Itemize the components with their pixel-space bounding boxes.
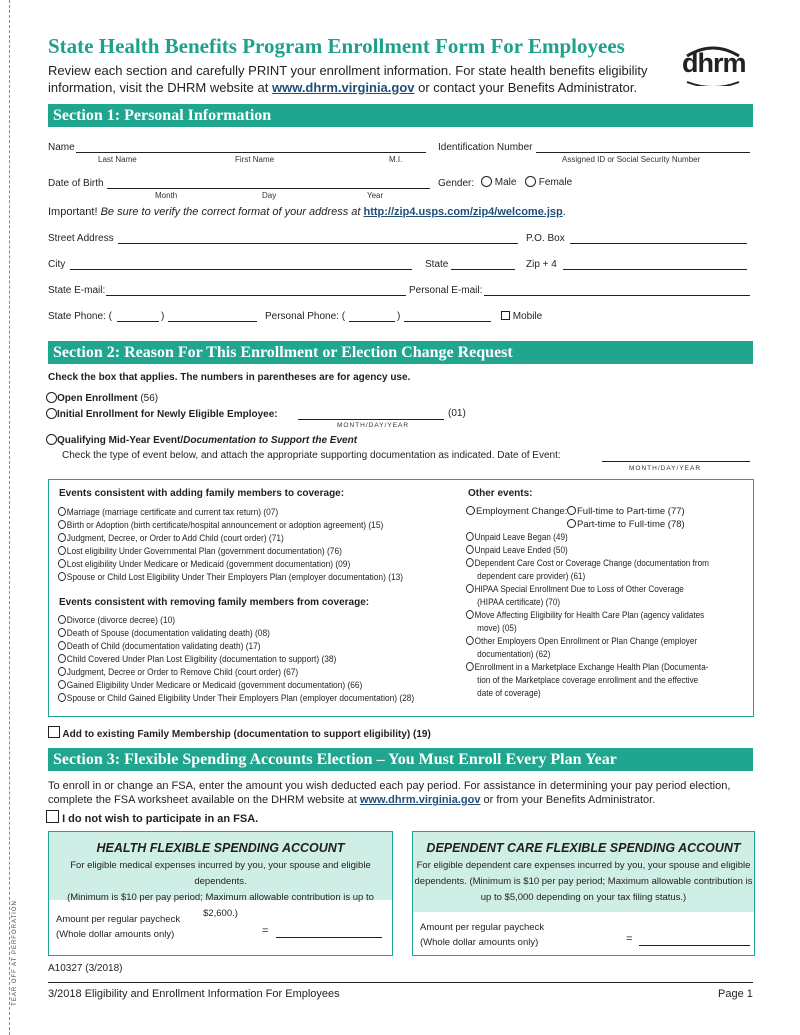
- ft-to-pt-radio[interactable]: [567, 506, 576, 515]
- name-label: Name: [48, 142, 75, 153]
- removing-event-1[interactable]: Death of Spouse (documentation validating death) (08): [58, 627, 270, 640]
- personal-phone-area[interactable]: [349, 321, 395, 322]
- pt-to-ft[interactable]: Part-time to Full-time (78): [567, 518, 685, 531]
- perforation-line: [9, 0, 10, 1035]
- state-input[interactable]: [451, 269, 515, 270]
- other-event-radio[interactable]: [466, 662, 474, 671]
- dependent-amount-input[interactable]: [639, 945, 750, 946]
- gender-label: Gender:: [438, 178, 475, 189]
- open-enrollment-option[interactable]: Open Enrollment (56): [46, 392, 158, 404]
- other-event-10[interactable]: Enrollment in a Marketplace Exchange Health Plan (Documenta-: [466, 661, 708, 674]
- no-fsa-option[interactable]: I do not wish to participate in an FSA.: [46, 810, 258, 825]
- day-hint: Day: [262, 191, 277, 200]
- initial-date-hint: MONTH/DAY/YEAR: [337, 422, 410, 429]
- pobox-input[interactable]: [570, 243, 747, 244]
- removing-event-0[interactable]: Divorce (divorce decree) (10): [58, 614, 175, 627]
- form-number: A10327 (3/2018): [48, 963, 123, 974]
- last-name-hint: Last Name: [98, 155, 137, 164]
- adding-event-3[interactable]: Lost eligibility Under Governmental Plan (government documentation) (76): [58, 545, 342, 558]
- zip-input[interactable]: [563, 269, 747, 270]
- year-hint: Year: [367, 191, 384, 200]
- health-fsa-box: HEALTH FLEXIBLE SPENDING ACCOUNT For eligible medical expenses incurred by you, your spouse and eligible dependents. (Minimum is $10 per pay period; Maximum allowable contribution is up to $2,600.) Amount per regular paycheck (Whole dollar amounts only) =: [48, 831, 393, 956]
- other-event-6[interactable]: Move Affecting Eligibility for Health Care Plan (agency validates: [466, 609, 704, 622]
- section1-bar: Section 1: Personal Information: [48, 104, 753, 127]
- page-number: Page 1: [718, 988, 753, 1000]
- other-event-9: documentation) (62): [477, 649, 551, 660]
- id-input[interactable]: [536, 152, 750, 153]
- street-input[interactable]: [118, 243, 518, 244]
- personal-email-label: Personal E-mail:: [409, 285, 483, 296]
- adding-event-radio[interactable]: [58, 546, 66, 555]
- dob-label: Date of Birth: [48, 178, 104, 189]
- section3-bar: Section 3: Flexible Spending Accounts Election – You Must Enroll Every Plan Year: [48, 748, 753, 771]
- qme-instruction: Check the type of event below, and attach the appropriate supporting documentation as indicated. Date of Event:: [62, 450, 561, 461]
- add-existing-option[interactable]: Add to existing Family Membership (documentation to support eligibility) (19): [48, 726, 431, 740]
- health-amount-label: Amount per regular paycheck (Whole dollar amounts only): [56, 914, 181, 940]
- pt-to-ft-radio[interactable]: [567, 519, 576, 528]
- adding-event-5[interactable]: Spouse or Child Lost Eligibility Under Their Employers Plan (employer documentation) (13): [58, 571, 403, 584]
- removing-event-3[interactable]: Child Covered Under Plan Lost Eligibility (documentation to support) (38): [58, 653, 336, 666]
- other-event-radio[interactable]: [466, 610, 474, 619]
- qme-option[interactable]: Qualifying Mid-Year Event/Documentation to Support the Event: [46, 434, 357, 446]
- section3-intro: To enroll in or change an FSA, enter the amount you wish deducted each pay period. For assistance in determining your pay period election, complete the FSA worksheet available on the DHRM website at www.dhrm.virginia.gov or from your Benefits Administrator.: [48, 780, 731, 806]
- other-event-12: date of coverage): [477, 688, 541, 699]
- footer-divider: [48, 982, 753, 983]
- add-existing-checkbox[interactable]: [48, 726, 60, 738]
- health-amount-input[interactable]: [276, 937, 382, 938]
- other-event-8[interactable]: Other Employers Open Enrollment or Plan Change (employer: [466, 635, 697, 648]
- other-event-11: tion of the Marketplace coverage enrollment and the effective: [477, 675, 699, 686]
- initial-enrollment-date[interactable]: [298, 419, 444, 420]
- open-enrollment-radio[interactable]: [46, 392, 57, 403]
- removing-event-radio[interactable]: [58, 680, 66, 689]
- id-label: Identification Number: [438, 142, 533, 153]
- mobile-option[interactable]: Mobile: [501, 311, 542, 322]
- initial-enrollment-option[interactable]: Initial Enrollment for Newly Eligible Employee:: [46, 408, 278, 420]
- dhrm-link[interactable]: www.dhrm.virginia.gov: [271, 80, 415, 95]
- city-input[interactable]: [70, 269, 412, 270]
- section2-instruction: Check the box that applies. The numbers in parentheses are for agency use.: [48, 372, 411, 383]
- other-event-3: dependent care provider) (61): [477, 571, 586, 582]
- other-event-4[interactable]: HIPAA Special Enrollment Due to Loss of Other Coverage: [466, 583, 684, 596]
- removing-event-4[interactable]: Judgment, Decree or Order to Remove Child (court order) (67): [58, 666, 298, 679]
- other-event-7: move) (05): [477, 623, 517, 634]
- other-event-radio[interactable]: [466, 636, 474, 645]
- fsa-worksheet-link[interactable]: www.dhrm.virginia.gov: [359, 794, 481, 806]
- removing-header: Events consistent with removing family members from coverage:: [59, 597, 370, 608]
- removing-event-radio[interactable]: [58, 641, 66, 650]
- other-event-radio[interactable]: [466, 545, 474, 554]
- event-date-hint: MONTH/DAY/YEAR: [629, 465, 702, 472]
- other-event-radio[interactable]: [466, 532, 474, 541]
- other-event-2[interactable]: Dependent Care Cost or Coverage Change (documentation from: [466, 557, 709, 570]
- adding-header: Events consistent with adding family members to coverage:: [59, 488, 345, 499]
- removing-event-2[interactable]: Death of Child (documentation validating death) (17): [58, 640, 261, 653]
- personal-phone-label: Personal Phone: (: [265, 311, 346, 322]
- other-header: Other events:: [468, 488, 533, 499]
- adding-event-2[interactable]: Judgment, Decree, or Order to Add Child (court order) (71): [58, 532, 284, 545]
- adding-event-1[interactable]: Birth or Adoption (birth certificate/hospital announcement or adoption agreement) (15): [58, 519, 383, 532]
- other-event-radio[interactable]: [466, 558, 474, 567]
- intro-text: Review each section and carefully PRINT your enrollment information. For state health benefits eligibility information, visit the DHRM website at www.dhrm.virginia.gov or contact your Benefits Administrator.: [48, 63, 648, 95]
- removing-event-radio[interactable]: [58, 615, 66, 624]
- ft-to-pt[interactable]: Full-time to Part-time (77): [567, 505, 685, 518]
- dependent-fsa-box: DEPENDENT CARE FLEXIBLE SPENDING ACCOUNT For eligible dependent care expenses incurred by you, your spouse and eligible dependents. (Minimum is $10 per pay period; Maximum allowable contribution is up to $5,000 depending on your tax filing status.) Amount per regular paycheck (Whole dollar amounts only) =: [412, 831, 755, 956]
- initial-code: (01): [448, 408, 466, 419]
- employment-change-radio[interactable]: [466, 506, 475, 515]
- perforation-label: TEAR OFF AT PERFORATION: [11, 900, 18, 1006]
- state-phone-area[interactable]: [117, 321, 159, 322]
- usps-link[interactable]: http://zip4.usps.com/zip4/welcome.jsp: [363, 206, 563, 218]
- mobile-checkbox[interactable]: [501, 311, 510, 320]
- dependent-fsa-desc: For eligible dependent care expenses incurred by you, your spouse and eligible dependents. (Minimum is $10 per pay period; Maximum allowable contribution is up to $5,000 depending on your tax filing status.): [414, 860, 753, 903]
- other-event-5: (HIPAA certificate) (70): [477, 597, 561, 608]
- personal-email-input[interactable]: [484, 295, 750, 296]
- form-title: State Health Benefits Program Enrollment Form For Employees: [48, 34, 625, 58]
- section2-bar: Section 2: Reason For This Enrollment or Election Change Request: [48, 341, 753, 364]
- female-radio[interactable]: [525, 176, 536, 187]
- health-fsa-desc: For eligible medical expenses incurred by you, your spouse and eligible dependents. (Minimum is $10 per pay period; Maximum allowable contribution is up to $2,600.): [67, 860, 374, 919]
- other-event-1[interactable]: Unpaid Leave Ended (50): [466, 544, 568, 557]
- street-label: Street Address: [48, 233, 114, 244]
- adding-event-0[interactable]: Marriage (marriage certificate and current tax return) (07): [58, 506, 278, 519]
- dependent-amount-label: Amount per regular paycheck (Whole dollar amounts only): [420, 922, 545, 948]
- adding-event-4[interactable]: Lost eligibility Under Medicare or Medicaid (government documentation) (09): [58, 558, 350, 571]
- adding-event-radio[interactable]: [58, 572, 66, 581]
- state-phone-label: State Phone: (: [48, 311, 112, 322]
- dhrm-logo: dhrm: [681, 38, 745, 86]
- important-note: Important! Be sure to verify the correct format of your address at http://zip4.usps.com/zip4/welcome.jsp.: [48, 206, 566, 218]
- employment-change[interactable]: Employment Change:: [466, 505, 567, 518]
- other-event-0[interactable]: Unpaid Leave Began (49): [466, 531, 568, 544]
- city-label: City: [48, 259, 66, 270]
- dependent-fsa-title: DEPENDENT CARE FLEXIBLE SPENDING ACCOUNT: [426, 841, 741, 855]
- event-date-input[interactable]: [602, 461, 750, 462]
- pobox-label: P.O. Box: [526, 233, 565, 244]
- gender-female[interactable]: Female: [525, 176, 572, 188]
- personal-phone-number[interactable]: [404, 321, 491, 322]
- initial-enrollment-radio[interactable]: [46, 408, 57, 419]
- male-radio[interactable]: [481, 176, 492, 187]
- removing-event-radio[interactable]: [58, 667, 66, 676]
- zip-label: Zip + 4: [526, 259, 557, 270]
- removing-event-radio[interactable]: [58, 654, 66, 663]
- qme-radio[interactable]: [46, 434, 57, 445]
- state-email-input[interactable]: [106, 295, 406, 296]
- id-hint: Assigned ID or Social Security Number: [562, 155, 701, 164]
- month-hint: Month: [155, 191, 178, 200]
- adding-event-radio[interactable]: [58, 533, 66, 542]
- removing-event-radio[interactable]: [58, 628, 66, 637]
- adding-event-radio[interactable]: [58, 507, 66, 516]
- removing-event-radio[interactable]: [58, 693, 66, 702]
- removing-event-5[interactable]: Gained Eligibility Under Medicare or Medicaid (government documentation) (66): [58, 679, 362, 692]
- gender-male[interactable]: Male: [481, 176, 516, 188]
- health-fsa-title: HEALTH FLEXIBLE SPENDING ACCOUNT: [96, 841, 345, 855]
- name-input[interactable]: [76, 152, 426, 153]
- state-email-label: State E-mail:: [48, 285, 106, 296]
- other-event-radio[interactable]: [466, 584, 474, 593]
- adding-event-radio[interactable]: [58, 520, 66, 529]
- mi-hint: M.I.: [389, 155, 403, 164]
- no-fsa-checkbox[interactable]: [46, 810, 59, 823]
- state-label: State: [425, 259, 449, 270]
- adding-event-radio[interactable]: [58, 559, 66, 568]
- first-name-hint: First Name: [235, 155, 275, 164]
- state-phone-number[interactable]: [168, 321, 257, 322]
- removing-event-6[interactable]: Spouse or Child Gained Eligibility Under Their Employers Plan (employer documentation) (28): [58, 692, 414, 705]
- dob-input[interactable]: [107, 188, 430, 189]
- footer-title: 3/2018 Eligibility and Enrollment Information For Employees: [48, 988, 340, 1000]
